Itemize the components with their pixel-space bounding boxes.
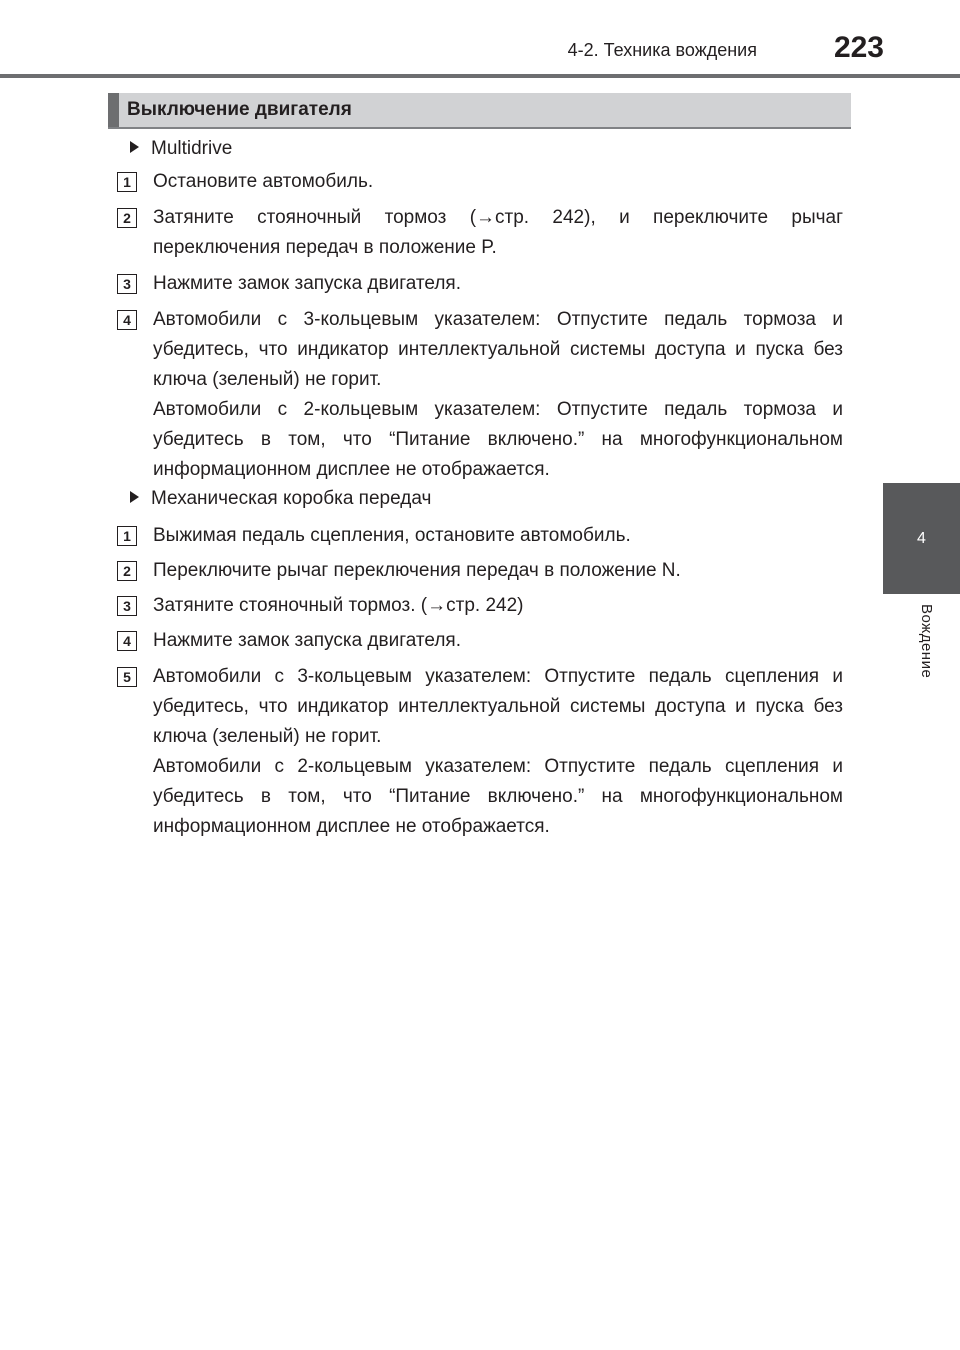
triangle-bullet-icon	[130, 141, 139, 153]
step-number-box: 4	[117, 310, 137, 330]
step-text	[153, 305, 843, 485]
subsection-manual	[130, 488, 431, 510]
subsection-heading: Multidrive	[151, 138, 233, 159]
step-paragraph: Автомобили с 2-кольцевым указателем: Отпустите педаль тормоза и убедитесь в том, что “Питание включено.” на многофункциональном информационном дисплее не отображается.	[153, 399, 843, 480]
step-paragraph: Затяните стояночный тормоз (→стр. 242), и переключите рычаг переключения передач в положение P.	[153, 207, 843, 258]
step-text	[153, 521, 843, 551]
step-paragraph: Автомобили с 3-кольцевым указателем: Отпустите педаль тормоза и убедитесь, что индикатор интеллектуальной системы доступа и пуска без ключа (зеленый) не горит.	[153, 309, 843, 390]
step-number-box: 2	[117, 208, 137, 228]
step-number-box: 5	[117, 667, 137, 687]
chapter-label: Вождение	[918, 604, 935, 679]
step-paragraph: Переключите рычаг переключения передач в положение N.	[153, 560, 681, 581]
chapter-number: 4	[917, 530, 926, 547]
subsection-heading: Механическая коробка передач	[151, 488, 432, 509]
step-text	[153, 203, 843, 263]
step-number-box: 3	[117, 596, 137, 616]
step-text	[153, 167, 843, 197]
step-paragraph: Остановите автомобиль.	[153, 171, 374, 192]
step-number-box: 4	[117, 631, 137, 651]
section-header	[108, 93, 851, 129]
subsection-multidrive	[130, 138, 232, 160]
page-number: 223	[833, 31, 884, 64]
step-paragraph: Нажмите замок запуска двигателя.	[153, 630, 461, 651]
step-paragraph: Выжимая педаль сцепления, остановите автомобиль.	[153, 525, 631, 546]
step-paragraph: Нажмите замок запуска двигателя.	[153, 273, 461, 294]
step-number-box: 1	[117, 172, 137, 192]
step-text	[153, 269, 843, 299]
section-title: Выключение двигателя	[127, 99, 352, 120]
step-paragraph: Автомобили с 2-кольцевым указателем: Отпустите педаль сцепления и убедитесь в том, что “Питание включено.” на многофункциональном информационном дисплее не отображается.	[153, 756, 843, 837]
chapter-tab[interactable]	[883, 483, 960, 594]
header-section-title: 4-2. Техника вождения	[567, 40, 757, 60]
header-divider	[0, 74, 960, 78]
step-paragraph: Затяните стояночный тормоз. (→стр. 242)	[153, 595, 524, 616]
step-text	[153, 591, 843, 621]
step-paragraph: Автомобили с 3-кольцевым указателем: Отпустите педаль сцепления и убедитесь, что индикатор интеллектуальной системы доступа и пуска без ключа (зеленый) не горит.	[153, 666, 843, 747]
step-text	[153, 556, 843, 586]
step-number-box: 2	[117, 561, 137, 581]
triangle-bullet-icon	[130, 491, 139, 503]
step-number-box: 1	[117, 526, 137, 546]
step-text	[153, 662, 843, 842]
step-number-box: 3	[117, 274, 137, 294]
step-text	[153, 626, 843, 656]
section-accent	[108, 93, 119, 127]
